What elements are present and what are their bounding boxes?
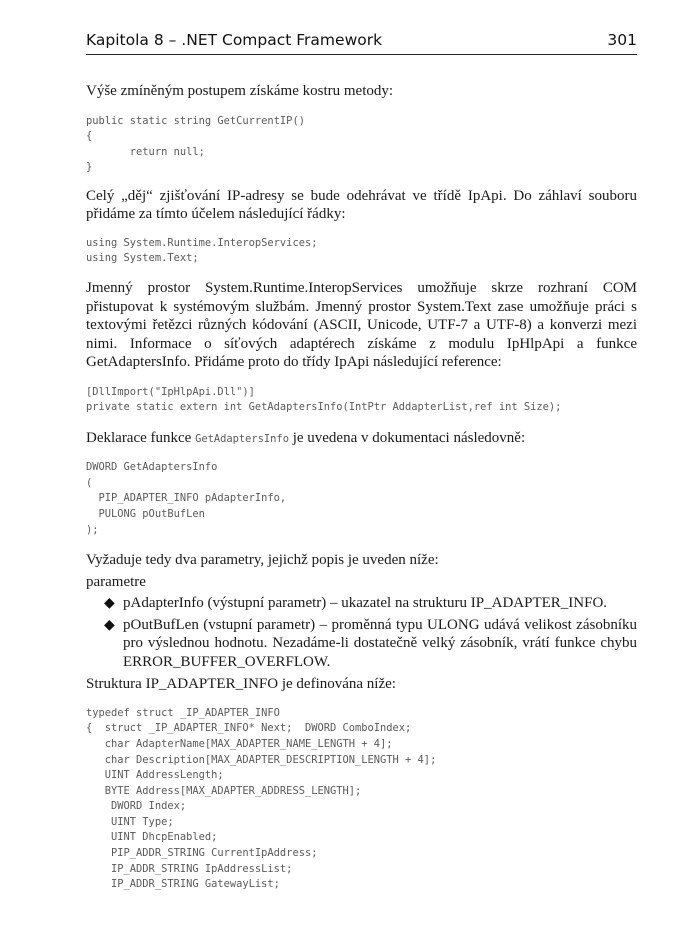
- page-number: 301: [607, 31, 637, 49]
- paragraph-parametre: parametre: [86, 573, 146, 590]
- parameter-list: [86, 594, 637, 671]
- paragraph-declaration: [86, 429, 637, 449]
- page-content: [86, 82, 637, 893]
- inline-code-getadaptersinfo: GetAdaptersInfo: [195, 432, 289, 445]
- paragraph-intro: Výše zmíněným postupem získáme kostru metody:: [86, 83, 394, 99]
- bullet-text: pAdapterInfo (výstupní parametr) – ukazatel na strukturu IP_ADAPTER_INFO.: [123, 595, 608, 612]
- bullet-text: pOutBufLen (vstupní parametr) – proměnná typu ULONG udává velikost zásobníku pro výslednou hodnotu. Nezadáme-li dostatečně velký zásobník, vrátí funkce chybu ERROR_BUFFER_OVERFLOW.: [123, 616, 637, 670]
- declaration-text-after: je uvedena v dokumentaci následovně:: [288, 429, 526, 446]
- code-block-declaration: DWORD GetAdaptersInfo ( PIP_ADAPTER_INFO pAdapterInfo, PULONG pOutBufLen );: [86, 461, 287, 536]
- paragraph-namespaces: Jmenný prostor System.Runtime.InteropServices umožňuje skrze rozhraní COM přistupovat k systémovým službám. Jmenný prostor System.Text zase umožňuje práci s textovými řetězci různých kódování (ASCII, Unicode, UTF-7 a UTF-8) a konverzi mezi nimi. Informace o síťových adaptérech získáme z modulu IpHlpApi a funkce GetAdaptersInfo. Přidáme proto do třídy IpApi následující reference:: [86, 280, 637, 371]
- paragraph-parameters-intro: Vyžaduje tedy dva parametry, jejichž popis je uveden níže:: [86, 552, 439, 569]
- paragraph-struct-intro: Struktura IP_ADAPTER_INFO je definována níže:: [86, 676, 396, 693]
- list-item: [86, 616, 637, 672]
- list-item: [86, 594, 637, 613]
- code-block-method: public static string GetCurrentIP() { return null; }: [86, 114, 305, 174]
- code-block-dllimport: [DllImport("IpHlpApi.Dll")] private static extern int GetAdaptersInfo(IntPtr AddapterList,ref int Size);: [86, 385, 562, 414]
- code-block-struct: typedef struct _IP_ADAPTER_INFO { struct _IP_ADAPTER_INFO* Next; DWORD ComboIndex; char AdapterName[MAX_ADAPTER_NAME_LENGTH + 4]; char Description[MAX_ADAPTER_DESCRIPTION_LENGTH + 4]; UINT AddressLength; BYTE Address[MAX_ADAPTER_ADDRESS_LENGTH]; DWORD Index; UINT Type; UINT DhcpEnabled; PIP_ADDR_STRING CurrentIpAddress; IP_ADDR_STRING IpAddressList; IP_ADDR_STRING GatewayList;: [86, 706, 437, 891]
- chapter-title: Kapitola 8 – .NET Compact Framework: [86, 31, 383, 49]
- diamond-bullet-icon: ◆: [104, 595, 115, 612]
- running-header: [86, 28, 637, 55]
- code-block-usings: using System.Runtime.InteropServices; using System.Text;: [86, 236, 318, 265]
- paragraph-ipapi: Celý „děj“ zjišťování IP-adresy se bude odehrávat ve třídě IpApi. Do záhlaví souboru přidáme za tímto účelem následující řádky:: [86, 187, 637, 223]
- declaration-text-before: Deklarace funkce: [86, 429, 196, 446]
- diamond-bullet-icon: ◆: [104, 616, 115, 633]
